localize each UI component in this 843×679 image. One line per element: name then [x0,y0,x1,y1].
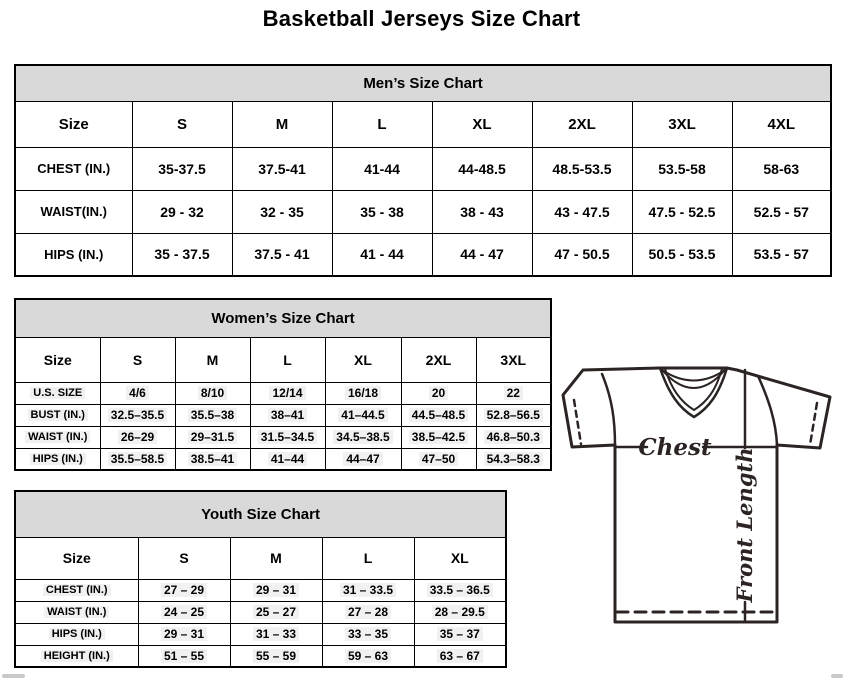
size-value: 52.5 - 57 [732,190,831,233]
row-label: CHEST (IN.) [15,147,132,190]
size-value: 31 – 33 [230,623,322,645]
row-label: HEIGHT (IN.) [15,645,138,667]
row-label: HIPS (IN.) [15,623,138,645]
size-value: 35 - 37.5 [132,233,232,276]
scrollbar-fragment[interactable] [831,674,843,678]
row-label: HIPS (IN.) [15,448,100,470]
table-row [15,448,551,470]
size-value: 51 – 55 [138,645,230,667]
size-value: 48.5-53.5 [532,147,632,190]
size-value: 25 – 27 [230,601,322,623]
table-title: Youth Size Chart [15,491,506,537]
size-value: 41 - 44 [332,233,432,276]
column-header: Size [15,337,100,382]
size-value: 54.3–58.3 [476,448,551,470]
table-title: Men’s Size Chart [15,65,831,101]
column-header: M [230,537,322,579]
size-value: 41–44 [250,448,325,470]
size-value: 47.5 - 52.5 [632,190,732,233]
column-header: S [100,337,175,382]
size-value: 58-63 [732,147,831,190]
table-row [15,190,831,233]
size-value: 50.5 - 53.5 [632,233,732,276]
size-value: 35-37.5 [132,147,232,190]
size-value: 44.5–48.5 [401,404,476,426]
left-cuff-stitch [574,400,581,444]
table-row [15,382,551,404]
table-row [15,147,831,190]
table-title: Women’s Size Chart [15,299,551,337]
size-value: 24 – 25 [138,601,230,623]
jersey-measurement-diagram [555,358,840,630]
table-row [15,601,506,623]
table-row [15,426,551,448]
size-value: 41-44 [332,147,432,190]
right-cuff-stitch [810,403,817,445]
size-value: 38.5–42.5 [401,426,476,448]
size-value: 35.5–38 [175,404,250,426]
table-row [15,623,506,645]
size-value: 29 - 32 [132,190,232,233]
column-header: M [232,101,332,147]
size-value: 44-48.5 [432,147,532,190]
jersey-outline [563,368,830,622]
chest-label: Chest [638,434,712,461]
column-header: 3XL [632,101,732,147]
row-label: HIPS (IN.) [15,233,132,276]
column-header: XL [325,337,401,382]
column-header: S [132,101,232,147]
size-value: 59 – 63 [322,645,414,667]
size-value: 38–41 [250,404,325,426]
right-armhole-seam [758,376,777,445]
column-header: L [332,101,432,147]
size-value: 32 - 35 [232,190,332,233]
size-value: 32.5–35.5 [100,404,175,426]
youth-size-table [14,490,507,668]
table-row [15,404,551,426]
column-header: Size [15,537,138,579]
row-label: WAIST (IN.) [15,601,138,623]
front-length-label: Front Length [732,447,757,603]
size-value: 63 – 67 [414,645,506,667]
size-value: 20 [401,382,476,404]
size-value: 16/18 [325,382,401,404]
row-label: U.S. SIZE [15,382,100,404]
size-value: 44 - 47 [432,233,532,276]
table-row [15,645,506,667]
size-value: 53.5-58 [632,147,732,190]
size-value: 37.5-41 [232,147,332,190]
column-header: 2XL [532,101,632,147]
column-header: 2XL [401,337,476,382]
size-value: 29–31.5 [175,426,250,448]
horizontal-scrollbar-thumb[interactable] [2,674,25,678]
size-value: 41–44.5 [325,404,401,426]
table-row [15,233,831,276]
column-header: S [138,537,230,579]
column-header: 3XL [476,337,551,382]
size-value: 31.5–34.5 [250,426,325,448]
page-title: Basketball Jerseys Size Chart [262,6,581,31]
size-value: 27 – 29 [138,579,230,601]
size-value: 31 – 33.5 [322,579,414,601]
row-label: WAIST (IN.) [15,426,100,448]
size-value: 12/14 [250,382,325,404]
womens-size-table [14,298,552,471]
size-value: 34.5–38.5 [325,426,401,448]
column-header: L [322,537,414,579]
column-header: L [250,337,325,382]
row-label: CHEST (IN.) [15,579,138,601]
column-header: XL [414,537,506,579]
size-value: 43 - 47.5 [532,190,632,233]
size-value: 4/6 [100,382,175,404]
row-label: BUST (IN.) [15,404,100,426]
size-value: 38 - 43 [432,190,532,233]
left-armhole-seam [602,374,615,445]
size-value: 53.5 - 57 [732,233,831,276]
size-value: 35.5–58.5 [100,448,175,470]
size-value: 35 - 38 [332,190,432,233]
size-value: 55 – 59 [230,645,322,667]
size-value: 38.5–41 [175,448,250,470]
size-value: 26–29 [100,426,175,448]
size-value: 46.8–50.3 [476,426,551,448]
table-row [15,579,506,601]
column-header: Size [15,101,132,147]
size-value: 29 – 31 [138,623,230,645]
size-value: 22 [476,382,551,404]
size-value: 28 – 29.5 [414,601,506,623]
size-value: 47 - 50.5 [532,233,632,276]
size-value: 52.8–56.5 [476,404,551,426]
size-value: 33 – 35 [322,623,414,645]
column-header: M [175,337,250,382]
mens-size-table [14,64,832,277]
size-value: 27 – 28 [322,601,414,623]
size-value: 33.5 – 36.5 [414,579,506,601]
column-header: XL [432,101,532,147]
size-value: 47–50 [401,448,476,470]
size-value: 44–47 [325,448,401,470]
size-value: 35 – 37 [414,623,506,645]
size-value: 37.5 - 41 [232,233,332,276]
size-value: 29 – 31 [230,579,322,601]
row-label: WAIST(IN.) [15,190,132,233]
column-header: 4XL [732,101,831,147]
size-value: 8/10 [175,382,250,404]
